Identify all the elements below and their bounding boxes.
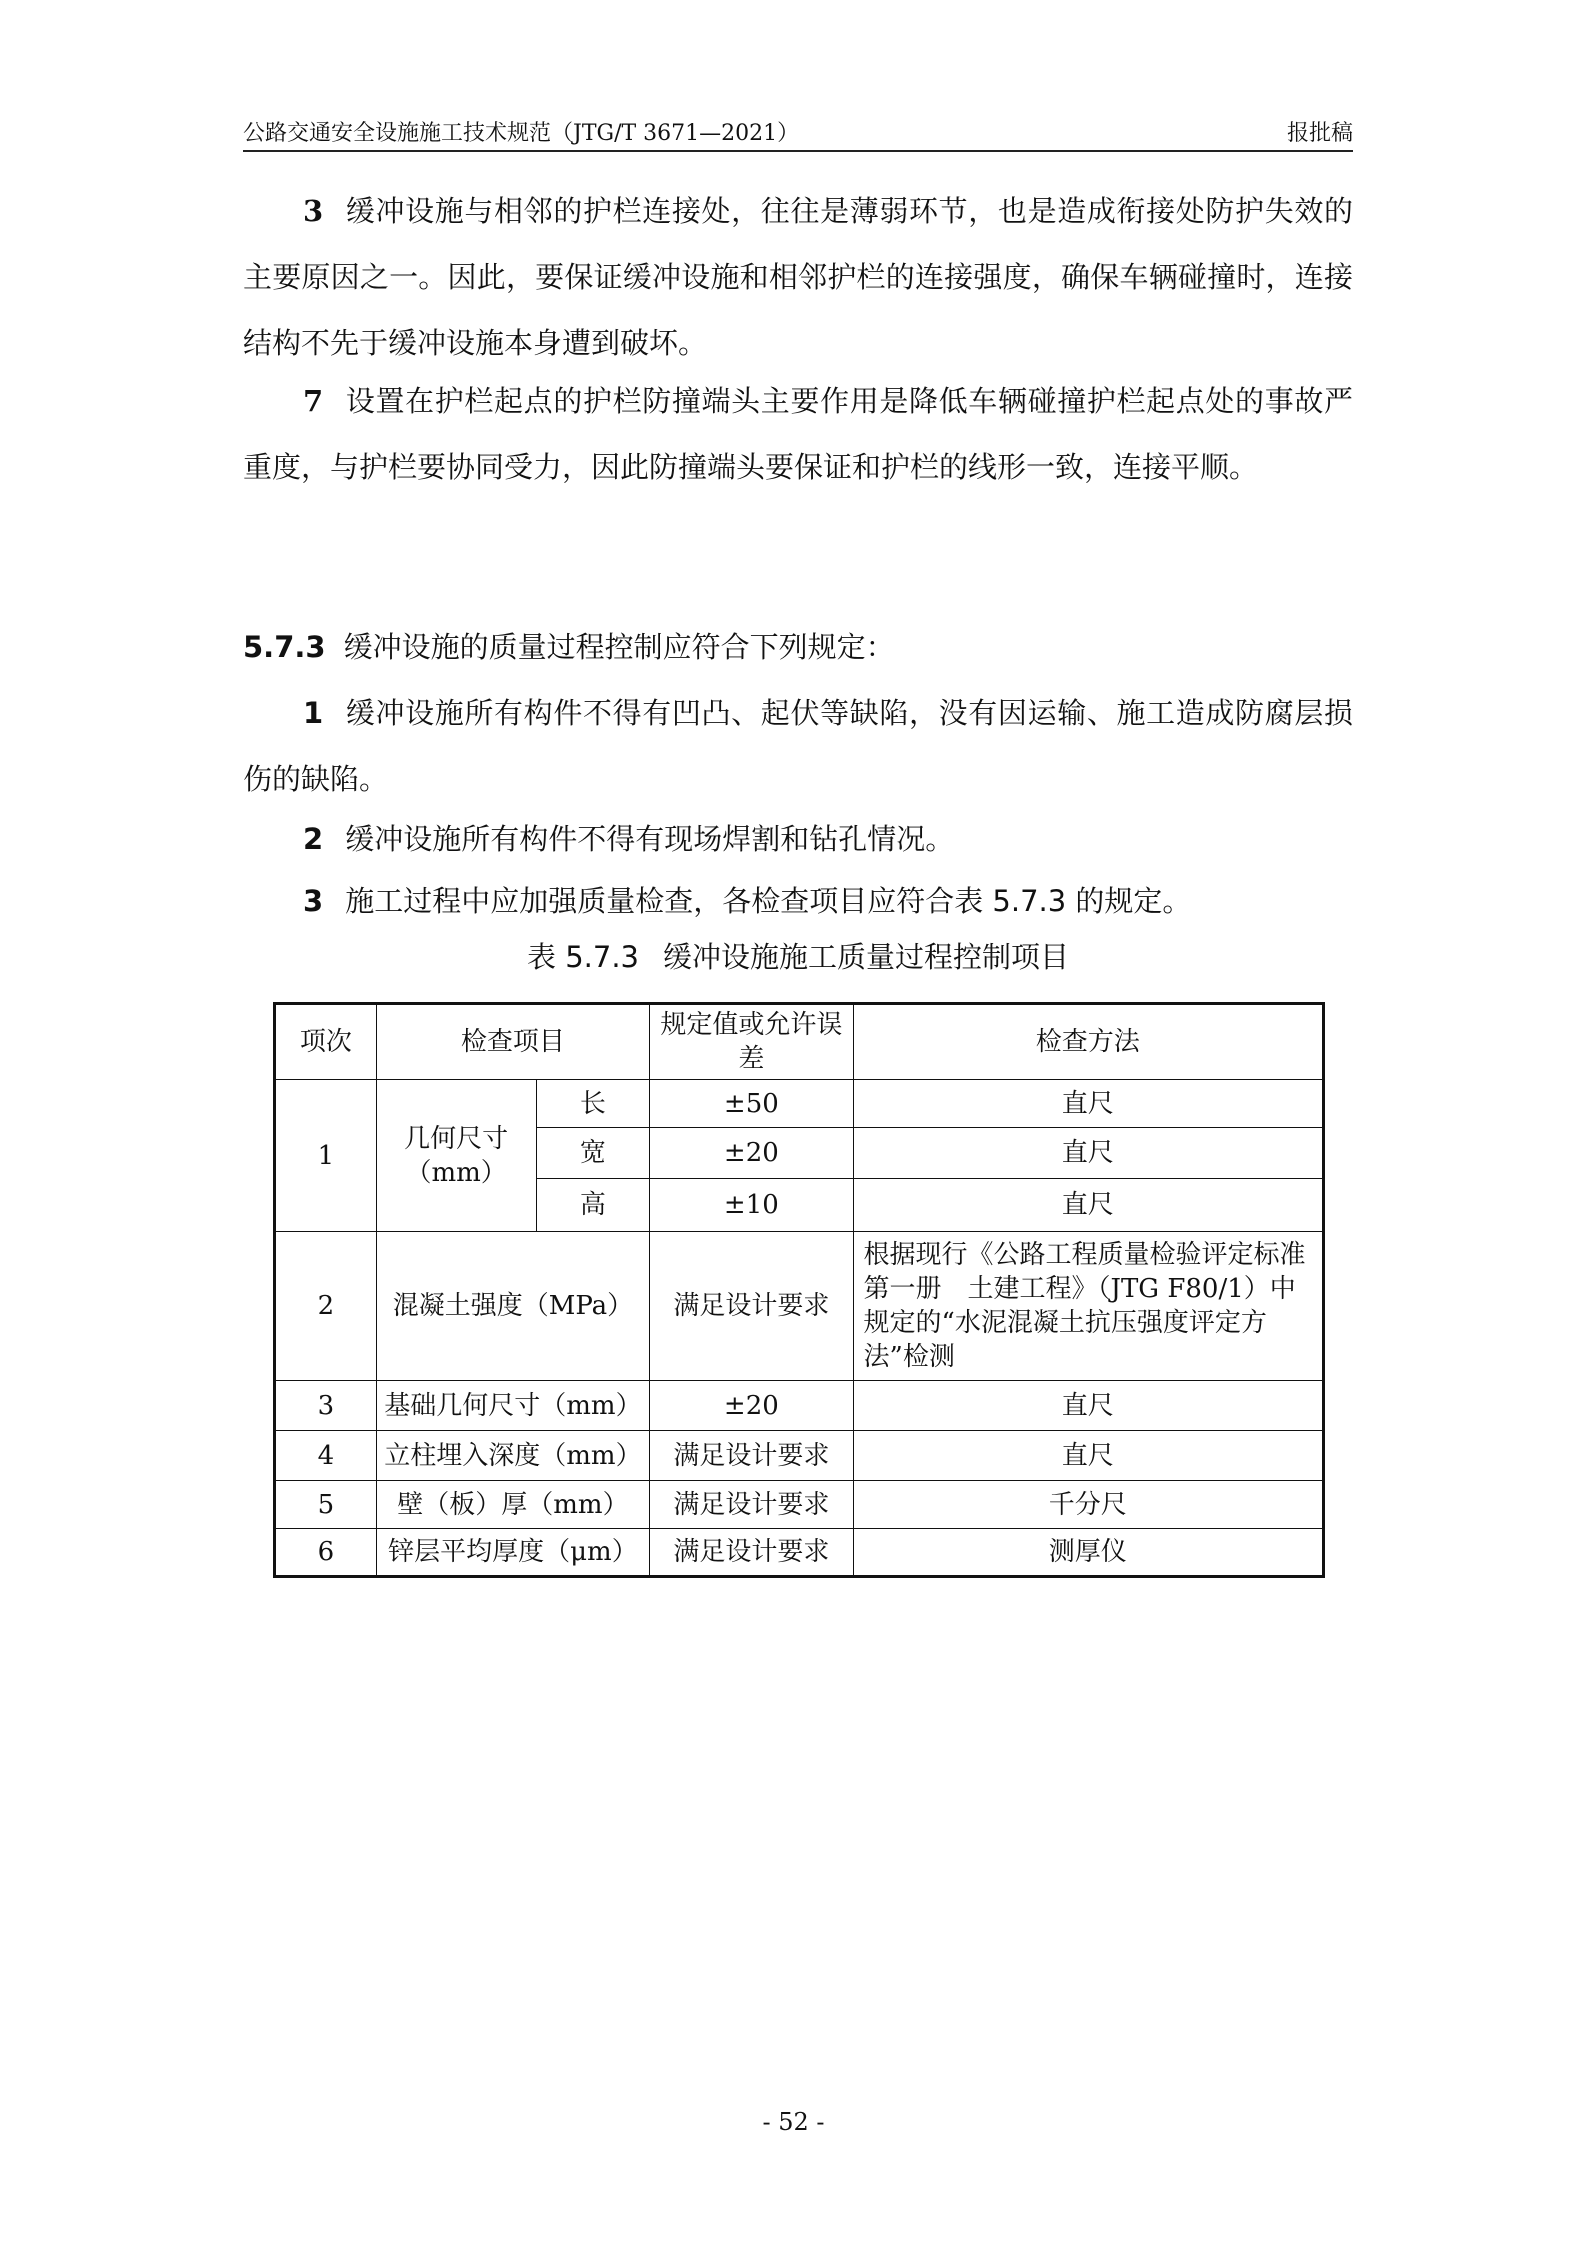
table-title: 缓冲设施施工质量过程控制项目 bbox=[663, 940, 1070, 974]
cell-index: 1 bbox=[275, 1080, 377, 1232]
cell-method: 直尺 bbox=[853, 1128, 1323, 1179]
note-paragraph bbox=[243, 368, 1353, 500]
cell-tolerance: 满足设计要求 bbox=[650, 1529, 853, 1577]
table-row bbox=[275, 1381, 1324, 1431]
clause-number: 2 bbox=[303, 822, 324, 856]
page-header bbox=[243, 110, 1353, 152]
clause-number: 3 bbox=[303, 884, 324, 918]
page-number: - 52 - bbox=[762, 2108, 825, 2136]
cell-item: 混凝土强度（MPa） bbox=[376, 1232, 649, 1381]
table-header-row bbox=[275, 1004, 1324, 1080]
cell-item: 基础几何尺寸（mm） bbox=[376, 1381, 649, 1431]
cell-item: 几何尺寸（mm） bbox=[376, 1080, 536, 1232]
cell-tolerance: ±20 bbox=[650, 1128, 853, 1179]
quality-control-table bbox=[273, 1002, 1332, 1578]
cell-method: 直尺 bbox=[853, 1179, 1323, 1232]
cell-index: 2 bbox=[275, 1232, 377, 1381]
note-paragraph bbox=[243, 178, 1353, 376]
cell-method: 测厚仪 bbox=[853, 1529, 1323, 1577]
header-method: 检查方法 bbox=[853, 1004, 1323, 1080]
table-row bbox=[275, 1481, 1324, 1529]
cell-tolerance: ±10 bbox=[650, 1179, 853, 1232]
cell-index: 3 bbox=[275, 1381, 377, 1431]
cell-tolerance: ±50 bbox=[650, 1080, 853, 1128]
cell-subitem: 长 bbox=[536, 1080, 650, 1128]
clause-item bbox=[243, 680, 1353, 812]
note-number: 7 bbox=[303, 384, 324, 418]
cell-index: 5 bbox=[275, 1481, 377, 1529]
clause-number: 1 bbox=[303, 696, 324, 730]
cell-tolerance: ±20 bbox=[650, 1381, 853, 1431]
clause-item bbox=[243, 868, 1353, 934]
header-status: 报批稿 bbox=[1286, 121, 1353, 146]
table-row bbox=[275, 1232, 1324, 1381]
cell-subitem: 宽 bbox=[536, 1128, 650, 1179]
table-row bbox=[275, 1080, 1324, 1128]
note-text: 缓冲设施与相邻的护栏连接处，往往是薄弱环节，也是造成衔接处防护失效的主要原因之一。因此，要保证缓冲设施和相邻护栏的连接强度，确保车辆碰撞时，连接结构不先于缓冲设施本身遭到破坏。 bbox=[243, 194, 1353, 360]
cell-method: 直尺 bbox=[853, 1080, 1323, 1128]
cell-index: 6 bbox=[275, 1529, 377, 1577]
cell-tolerance: 满足设计要求 bbox=[650, 1431, 853, 1481]
clause-text: 缓冲设施所有构件不得有凹凸、起伏等缺陷，没有因运输、施工造成防腐层损伤的缺陷。 bbox=[243, 696, 1353, 796]
cell-item: 锌层平均厚度（μm） bbox=[376, 1529, 649, 1577]
cell-method: 直尺 bbox=[853, 1431, 1323, 1481]
table-row bbox=[275, 1431, 1324, 1481]
cell-subitem: 高 bbox=[536, 1179, 650, 1232]
clause-text: 施工过程中应加强质量检查，各检查项目应符合表 5.7.3 的规定。 bbox=[345, 884, 1192, 918]
section-title: 缓冲设施的质量过程控制应符合下列规定： bbox=[343, 630, 895, 664]
note-number: 3 bbox=[303, 194, 324, 228]
table-number: 表 5.7.3 bbox=[526, 940, 639, 974]
cell-tolerance: 满足设计要求 bbox=[650, 1481, 853, 1529]
header-item: 检查项目 bbox=[376, 1004, 649, 1080]
table-row bbox=[275, 1529, 1324, 1577]
cell-item: 立柱埋入深度（mm） bbox=[376, 1431, 649, 1481]
table-caption bbox=[243, 935, 1353, 976]
section-heading bbox=[243, 614, 1353, 680]
section-number: 5.7.3 bbox=[243, 630, 326, 664]
cell-method: 千分尺 bbox=[853, 1481, 1323, 1529]
note-text: 设置在护栏起点的护栏防撞端头主要作用是降低车辆碰撞护栏起点处的事故严重度，与护栏要协同受力，因此防撞端头要保证和护栏的线形一致，连接平顺。 bbox=[243, 384, 1353, 484]
clause-text: 缓冲设施所有构件不得有现场焊割和钻孔情况。 bbox=[345, 822, 955, 856]
header-index: 项次 bbox=[275, 1004, 377, 1080]
cell-tolerance: 满足设计要求 bbox=[650, 1232, 853, 1381]
header-tolerance: 规定值或允许误差 bbox=[650, 1004, 853, 1080]
cell-method: 直尺 bbox=[853, 1381, 1323, 1431]
cell-method: 根据现行《公路工程质量检验评定标准 第一册 土建工程》（JTG F80/1）中规定的“水泥混凝土抗压强度评定方法”检测 bbox=[853, 1232, 1323, 1381]
cell-index: 4 bbox=[275, 1431, 377, 1481]
cell-item: 壁（板）厚（mm） bbox=[376, 1481, 649, 1529]
clause-item bbox=[243, 806, 1353, 872]
header-title: 公路交通安全设施施工技术规范（JTG/T 3671—2021） bbox=[243, 121, 800, 146]
